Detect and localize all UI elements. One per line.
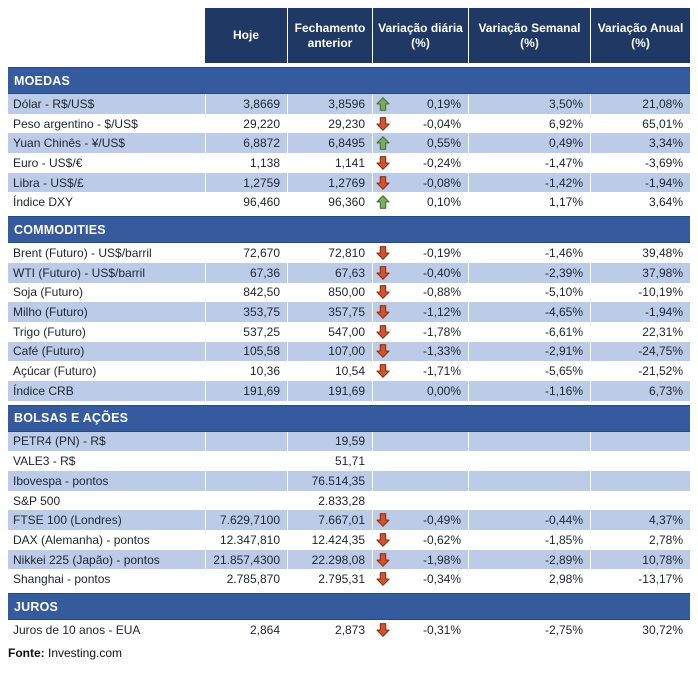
cell-fechamento-anterior: 72,810 [287,243,372,263]
cell-variacao-semanal: -1,85% [468,530,590,550]
section-header-bolsas-e-a-es: BOLSAS E AÇÕES [8,405,690,432]
down-arrow-icon [376,245,390,260]
cell-variacao-diaria: -1,71% [372,361,468,381]
cell-hoje: 72,670 [205,243,287,263]
cell-variacao-semanal: -1,47% [468,153,590,173]
cell-variacao-semanal: -5,10% [468,283,590,303]
cell-hoje [205,491,287,511]
table-row [8,432,690,452]
cell-variacao-semanal: -1,42% [468,173,590,193]
cell-variacao-diaria [372,491,468,511]
row-label: VALE3 - R$ [13,454,76,469]
down-arrow-icon [376,532,390,547]
cell-variacao-anual: 30,72% [590,620,690,640]
cell-fechamento-anterior: 96,360 [287,192,372,212]
cell-variacao-diaria: 0,55% [372,133,468,153]
table-row [8,550,690,570]
cell-variacao-anual: 2,78% [590,530,690,550]
row-label: Juros de 10 anos - EUA [13,622,141,637]
table-body [8,67,690,640]
cell-variacao-anual [590,432,690,452]
cell-variacao-diaria: 0,00% [372,381,468,401]
down-arrow-icon [376,324,390,339]
cell-variacao-anual: 4,37% [590,510,690,530]
cell-variacao-diaria: -0,31% [372,620,468,640]
cell-hoje: 7.629,7100 [205,510,287,530]
row-label: Açúcar (Futuro) [13,364,97,379]
column-header-fechamento: Fechamento anterior [287,8,372,63]
cell-hoje: 105,58 [205,342,287,362]
cell-hoje: 2,864 [205,620,287,640]
row-label: Nikkei 225 (Japão) - pontos [8,550,205,570]
table-row [8,491,690,511]
down-arrow-icon [376,305,390,320]
cell-variacao-anual: 21,08% [590,94,690,114]
cell-variacao-anual: -1,94% [590,173,690,193]
row-label: PETR4 (PN) - R$ [8,432,205,452]
cell-fechamento-anterior: 7.667,01 [287,510,372,530]
row-label: Yuan Chinês - ¥/US$ [8,133,205,153]
cell-fechamento-anterior: 547,00 [287,322,372,342]
cell-fechamento-anterior: 191,69 [287,381,372,401]
section-header-commodities: COMMODITIES [8,216,690,243]
column-header-variacao-anual: Variação Anual (%) [590,8,690,63]
cell-hoje: 67,36 [205,263,287,283]
cell-variacao-semanal: -1,16% [468,381,590,401]
cell-fechamento-anterior: 22.298,08 [287,550,372,570]
cell-variacao-anual: 10,78% [590,550,690,570]
cell-hoje: 96,460 [205,192,287,212]
cell-variacao-semanal: -2,91% [468,342,590,362]
cell-hoje [205,451,287,471]
column-header-variacao-semanal: Variação Semanal (%) [468,8,590,63]
table-row [8,510,690,530]
cell-variacao-diaria [372,471,468,491]
cell-variacao-anual [590,491,690,511]
cell-variacao-semanal [468,451,590,471]
table-row [8,173,690,193]
cell-variacao-anual: 3,64% [590,192,690,212]
table-row [8,322,690,342]
header-empty-corner [8,8,205,63]
column-header-row [8,8,690,63]
cell-variacao-semanal: -0,44% [468,510,590,530]
cell-hoje [205,432,287,452]
cell-fechamento-anterior: 51,71 [287,451,372,471]
section-header-moedas: MOEDAS [8,67,690,94]
cell-variacao-diaria: -0,40% [372,263,468,283]
cell-hoje: 2.785,870 [205,569,287,589]
row-label: Brent (Futuro) - US$/barril [13,245,152,260]
cell-hoje [205,471,287,491]
row-label: FTSE 100 (Londres) [8,510,205,530]
cell-variacao-diaria: -0,88% [372,283,468,303]
cell-variacao-diaria: -0,04% [372,114,468,134]
down-arrow-icon [376,572,390,587]
cell-hoje: 6,8872 [205,133,287,153]
cell-variacao-anual: -21,52% [590,361,690,381]
source-note [8,646,698,660]
cell-variacao-semanal: 0,49% [468,133,590,153]
cell-variacao-semanal: -6,61% [468,322,590,342]
financial-quotes-table [8,8,690,640]
cell-variacao-diaria: -0,62% [372,530,468,550]
table-row [8,192,690,212]
up-arrow-icon [376,195,390,210]
section-header-juros: JUROS [8,593,690,620]
cell-variacao-anual: -24,75% [590,342,690,362]
table-row [8,243,690,263]
row-label: Shanghai - pontos [13,572,111,587]
cell-variacao-anual: -13,17% [590,569,690,589]
cell-hoje: 3,8669 [205,94,287,114]
cell-variacao-diaria: -0,34% [372,569,468,589]
cell-variacao-semanal: -2,75% [468,620,590,640]
cell-variacao-diaria: -1,12% [372,302,468,322]
row-label: S&P 500 [13,493,61,508]
cell-variacao-diaria: -0,24% [372,153,468,173]
cell-hoje: 537,25 [205,322,287,342]
row-label: Soja (Futuro) [13,285,84,300]
cell-variacao-anual: -1,94% [590,302,690,322]
row-label: Café (Futuro) [8,342,205,362]
table-row [8,381,690,401]
cell-fechamento-anterior: 2.795,31 [287,569,372,589]
cell-hoje: 29,220 [205,114,287,134]
cell-fechamento-anterior: 1,2769 [287,173,372,193]
column-header-hoje: Hoje [205,8,287,63]
cell-variacao-semanal [468,471,590,491]
cell-variacao-semanal: -1,46% [468,243,590,263]
cell-variacao-semanal: -2,39% [468,263,590,283]
cell-variacao-anual: -10,19% [590,283,690,303]
cell-fechamento-anterior: 6,8495 [287,133,372,153]
cell-fechamento-anterior: 2.833,28 [287,491,372,511]
table-row [8,451,690,471]
cell-variacao-diaria [372,451,468,471]
cell-variacao-anual: 65,01% [590,114,690,134]
table-row [8,263,690,283]
cell-variacao-anual: 37,98% [590,263,690,283]
table-row [8,302,690,322]
cell-variacao-diaria: 0,10% [372,192,468,212]
table-row [8,361,690,381]
up-arrow-icon [376,136,390,151]
cell-variacao-diaria: -1,33% [372,342,468,362]
cell-variacao-diaria: -0,19% [372,243,468,263]
table-row [8,471,690,491]
cell-fechamento-anterior: 67,63 [287,263,372,283]
cell-fechamento-anterior: 107,00 [287,342,372,362]
cell-variacao-semanal [468,491,590,511]
cell-variacao-anual [590,451,690,471]
row-label: Libra - US$/£ [8,173,205,193]
down-arrow-icon [376,513,390,528]
table-row [8,114,690,134]
cell-variacao-anual: 3,34% [590,133,690,153]
cell-fechamento-anterior: 29,230 [287,114,372,134]
cell-variacao-semanal: 1,17% [468,192,590,212]
table-row [8,620,690,640]
cell-variacao-semanal [468,432,590,452]
cell-variacao-semanal: -2,89% [468,550,590,570]
cell-variacao-semanal: 6,92% [468,114,590,134]
table-row [8,530,690,550]
cell-variacao-diaria: -0,49% [372,510,468,530]
cell-variacao-semanal: 2,98% [468,569,590,589]
cell-variacao-anual: -3,69% [590,153,690,173]
down-arrow-icon [376,344,390,359]
cell-variacao-diaria: -1,78% [372,322,468,342]
row-label: Dólar - R$/US$ [8,94,205,114]
cell-hoje: 10,36 [205,361,287,381]
cell-hoje: 21.857,4300 [205,550,287,570]
row-label: Ibovespa - pontos [8,471,205,491]
cell-hoje: 353,75 [205,302,287,322]
table-row [8,342,690,362]
cell-variacao-semanal: 3,50% [468,94,590,114]
down-arrow-icon [376,622,390,637]
cell-fechamento-anterior: 850,00 [287,283,372,303]
cell-fechamento-anterior: 10,54 [287,361,372,381]
down-arrow-icon [376,175,390,190]
cell-hoje: 842,50 [205,283,287,303]
cell-fechamento-anterior: 19,59 [287,432,372,452]
table-row [8,569,690,589]
table-row [8,153,690,173]
cell-variacao-semanal: -5,65% [468,361,590,381]
column-header-variacao-diaria: Variação diária (%) [372,8,468,63]
cell-variacao-semanal: -4,65% [468,302,590,322]
cell-fechamento-anterior: 76.514,35 [287,471,372,491]
row-label: Peso argentino - $/US$ [13,116,138,131]
down-arrow-icon [376,116,390,131]
table-row [8,133,690,153]
cell-variacao-diaria: -0,08% [372,173,468,193]
cell-hoje: 191,69 [205,381,287,401]
down-arrow-icon [376,364,390,379]
row-label: Índice CRB [8,381,205,401]
down-arrow-icon [376,155,390,170]
cell-fechamento-anterior: 357,75 [287,302,372,322]
source-label: Fonte: [8,645,45,660]
cell-variacao-anual [590,471,690,491]
cell-variacao-diaria [372,432,468,452]
cell-fechamento-anterior: 3,8596 [287,94,372,114]
up-arrow-icon [376,96,390,111]
cell-hoje: 12.347,810 [205,530,287,550]
row-label: WTI (Futuro) - US$/barril [8,263,205,283]
cell-variacao-diaria: -1,98% [372,550,468,570]
cell-fechamento-anterior: 12.424,35 [287,530,372,550]
down-arrow-icon [376,265,390,280]
cell-variacao-anual: 22,31% [590,322,690,342]
cell-variacao-diaria: 0,19% [372,94,468,114]
table-row [8,94,690,114]
cell-hoje: 1,138 [205,153,287,173]
row-label: Índice DXY [13,195,74,210]
cell-variacao-anual: 39,48% [590,243,690,263]
table-row [8,283,690,303]
down-arrow-icon [376,552,390,567]
cell-variacao-anual: 6,73% [590,381,690,401]
cell-fechamento-anterior: 2,873 [287,620,372,640]
row-label: Milho (Futuro) [8,302,205,322]
down-arrow-icon [376,285,390,300]
cell-fechamento-anterior: 1,141 [287,153,372,173]
row-label: Trigo (Futuro) [13,324,86,339]
cell-hoje: 1,2759 [205,173,287,193]
row-label: Euro - US$/€ [13,155,83,170]
source-text: Investing.com [44,645,123,660]
row-label: DAX (Alemanha) - pontos [13,532,150,547]
